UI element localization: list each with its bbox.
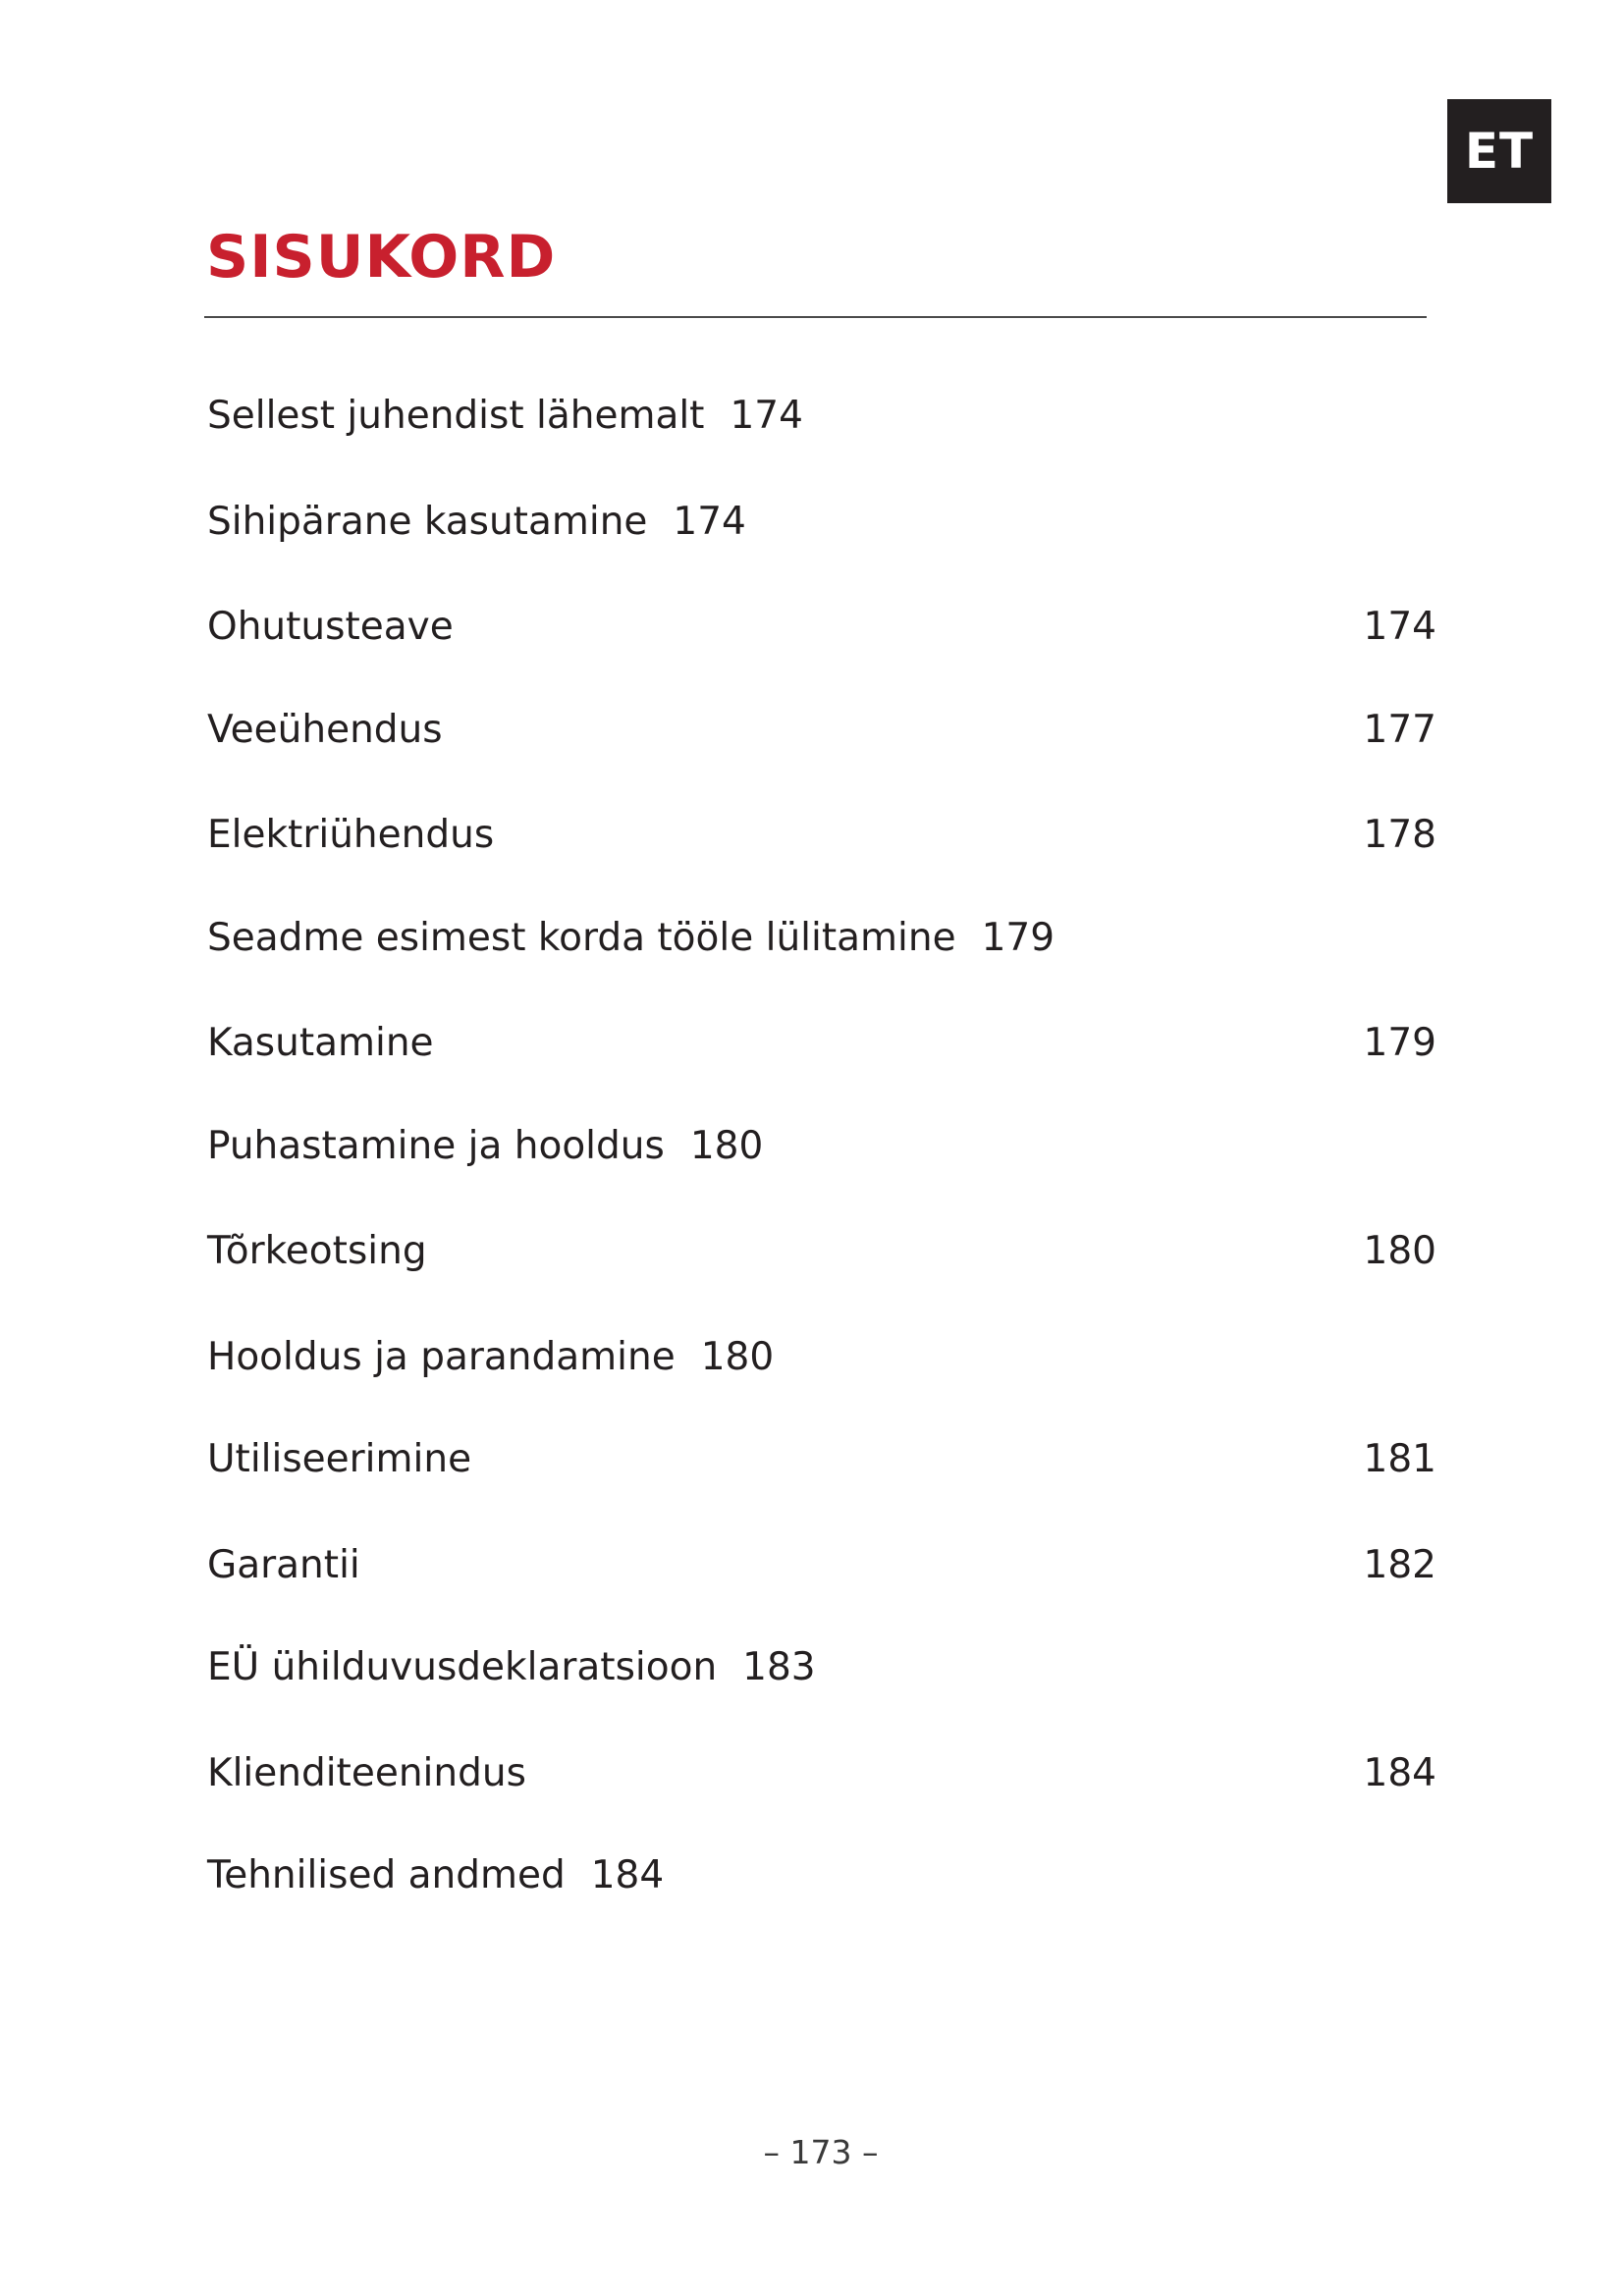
page-number: – 173 – <box>763 2133 879 2171</box>
toc-entry[interactable] <box>207 1432 1436 1487</box>
toc-entry-page: 179 <box>981 916 1056 960</box>
toc-entry[interactable] <box>207 495 746 550</box>
toc-entry-label: Garantii <box>207 1543 360 1587</box>
toc-entry-page: 174 <box>730 394 803 438</box>
toc-entry-label: Utiliseerimine <box>207 1437 472 1481</box>
toc-entry-page: 179 <box>1363 1021 1436 1065</box>
toc-entry-page: 180 <box>700 1335 775 1379</box>
toc-entry-label: EÜ ühilduvusdeklaratsioon <box>207 1645 718 1689</box>
toc-entry-page: 180 <box>1363 1229 1436 1273</box>
page-title: SISUKORD <box>206 223 557 292</box>
toc-entry-label: Veeühendus <box>207 708 443 752</box>
toc-entry-page: 184 <box>590 1853 665 1897</box>
toc-entry[interactable] <box>207 1016 1436 1071</box>
toc-entry-page: 177 <box>1363 708 1436 752</box>
toc-entry[interactable] <box>207 1746 1436 1801</box>
toc-entry-label: Elektriühendus <box>207 813 495 857</box>
toc-entry-label: Klienditeenindus <box>207 1751 526 1795</box>
toc-entry[interactable] <box>207 911 1055 966</box>
toc-entry-label: Tehnilised andmed <box>207 1853 566 1897</box>
toc-entry-page: 180 <box>689 1124 764 1168</box>
toc-entry-page: 184 <box>1363 1751 1436 1795</box>
toc-entry-label: Hooldus ja parandamine <box>207 1335 676 1379</box>
toc-entry[interactable] <box>207 1538 1436 1593</box>
toc-entry-page: 183 <box>742 1645 816 1689</box>
toc-entry-label: Tõrkeotsing <box>207 1229 427 1273</box>
toc-entry[interactable] <box>207 1224 1436 1279</box>
toc-entry-label: Kasutamine <box>207 1021 434 1065</box>
toc-entry-page: 174 <box>1363 605 1436 649</box>
toc-entry-page: 174 <box>673 500 746 544</box>
toc-entry-label: Ohutusteave <box>207 605 454 649</box>
toc-entry-page: 181 <box>1363 1437 1436 1481</box>
toc-entry[interactable] <box>207 600 1436 655</box>
toc-entry[interactable] <box>207 1119 763 1174</box>
toc-entry[interactable] <box>207 1848 664 1903</box>
toc-entry[interactable] <box>207 389 803 444</box>
toc-entry-page: 178 <box>1363 813 1436 857</box>
toc-entry-label: Seadme esimest korda tööle lülitamine <box>207 916 956 960</box>
toc-entry[interactable] <box>207 1330 774 1385</box>
toc-entry-label: Sellest juhendist lähemalt <box>207 394 705 438</box>
toc-entry-page: 182 <box>1363 1543 1436 1587</box>
language-badge: ET <box>1447 99 1551 203</box>
toc-entry-label: Puhastamine ja hooldus <box>207 1124 665 1168</box>
title-divider <box>204 316 1427 318</box>
toc-entry[interactable] <box>207 1640 816 1695</box>
toc-entry[interactable] <box>207 808 1436 863</box>
toc-entry[interactable] <box>207 703 1436 758</box>
toc-entry-label: Sihipärane kasutamine <box>207 500 648 544</box>
